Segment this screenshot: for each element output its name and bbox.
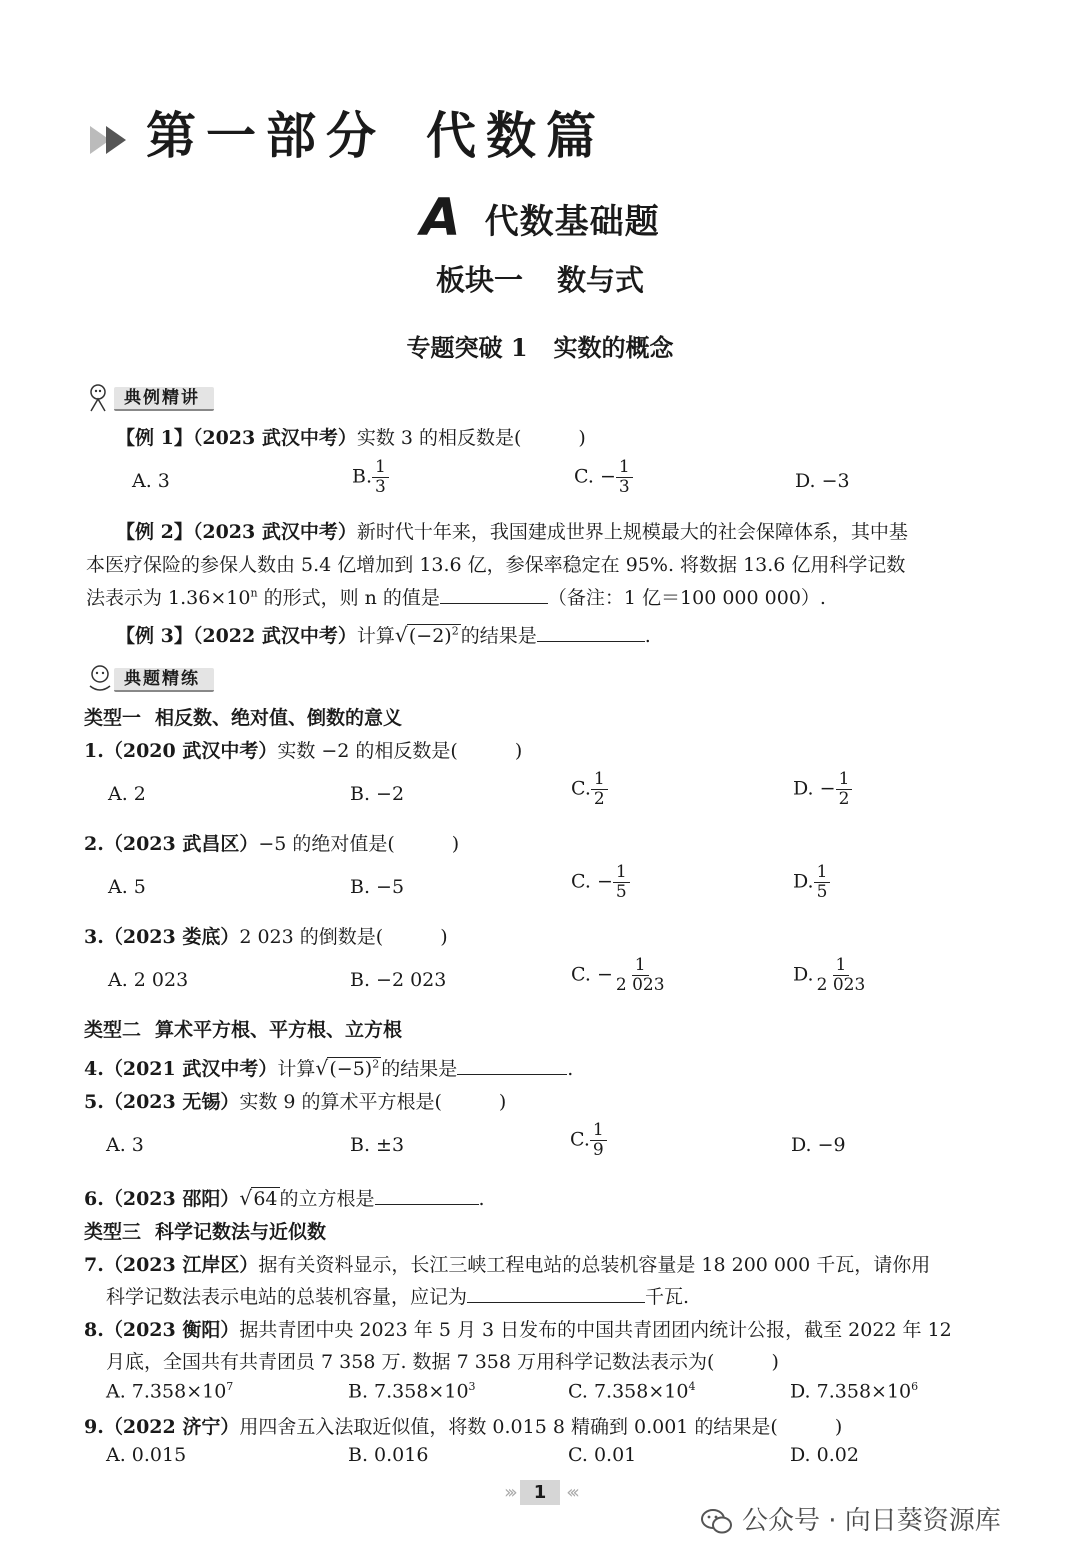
section-heading <box>0 188 1080 248</box>
part-title <box>88 96 606 168</box>
question-8-option-a: A. $7.358\times 10^7$ <box>106 1380 234 1403</box>
badge-exercises <box>86 664 236 694</box>
question-1-option-a: A. 2 <box>108 783 146 805</box>
question-3-stem: 3.（2023 娄底）2 023 的倒数是( ) <box>84 926 448 948</box>
topic-title: 专题突破 1 实数的概念 <box>406 333 674 362</box>
question-9-option-c: C. 0.01 <box>568 1444 637 1466</box>
part-prefix: 第一部分 <box>146 106 386 165</box>
question-5-option-a: A. 3 <box>106 1134 144 1156</box>
answer-blank[interactable] <box>467 1284 645 1303</box>
question-1-option-c: C. $\frac{1}{2}$ <box>571 770 608 809</box>
page-number: 1 <box>520 1480 561 1505</box>
question-7-line-2: 科学记数法表示电站的总装机容量，应记为 千瓦. <box>106 1286 690 1308</box>
question-4-stem: 4.（2021 武汉中考）计算 √ $(-5)^2$ 的结果是 . <box>84 1055 574 1080</box>
watermark: 公众号 · 向日葵资源库 <box>700 1500 1001 1537</box>
question-8-line-1: 8.（2023 衡阳）据共青团中央 2023 年 5 月 3 日发布的中国共青团团内统计公报，截至 2022 年 12 <box>84 1319 952 1341</box>
example-1-option-a: A. 3 <box>132 470 170 492</box>
question-2-option-b: B. −5 <box>350 876 405 898</box>
example-1-option-c: C. − $\frac{1}{3}$ <box>574 458 633 497</box>
part-name: 代数篇 <box>426 106 606 165</box>
answer-blank[interactable] <box>440 585 548 604</box>
question-3-option-c: C. − $\frac{1}{2 023}$ <box>571 955 665 995</box>
answer-blank[interactable] <box>537 623 645 642</box>
question-7-line-1: 7.（2023 江岸区）据有关资料显示，长江三峡工程电站的总装机容量是 18 200 000 千瓦，请你用 <box>84 1254 931 1276</box>
question-9-option-b: B. 0.016 <box>348 1444 429 1466</box>
example-2-line-3: 法表示为 $1.36\times 10^n$ 的形式，则 n 的值是 （备注：1 亿＝100 000 000）. <box>86 586 826 609</box>
question-3-option-a: A. 2 023 <box>108 969 189 991</box>
question-3-option-d: D. $\frac{1}{2 023}$ <box>793 955 866 995</box>
question-3-option-b: B. −2 023 <box>350 969 447 991</box>
question-2-option-c: C. − $\frac{1}{5}$ <box>571 863 630 902</box>
question-2-stem: 2.（2023 武昌区）−5 的绝对值是( ) <box>84 833 460 855</box>
question-8-line-2: 月底，全国共有共青团员 7 358 万. 数据 7 358 万用科学记数法表示为( ) <box>106 1351 779 1373</box>
example-1-option-d: D. −3 <box>795 470 850 492</box>
question-1-stem: 1.（2020 武汉中考）实数 −2 的相反数是( ) <box>84 740 523 762</box>
question-5-stem: 5.（2023 无锡）实数 9 的算术平方根是( ) <box>84 1091 507 1113</box>
question-9-option-a: A. 0.015 <box>106 1444 187 1466</box>
block-title: 板块一 数与式 <box>435 263 645 297</box>
chevron-left-icon: ‹‹‹ <box>566 1482 576 1503</box>
example-1-stem: 【例 1】（2023 武汉中考）实数 3 的相反数是( ) <box>116 427 586 449</box>
answer-blank[interactable] <box>375 1186 479 1205</box>
example-2-line-1: 【例 2】（2023 武汉中考）新时代十年来，我国建成世界上规模最大的社会保障体系，其中基 <box>116 521 908 543</box>
example-1-option-b: B. $\frac{1}{3}$ <box>352 458 389 497</box>
question-5-option-b: B. ±3 <box>350 1134 405 1156</box>
question-2-option-d: D. $\frac{1}{5}$ <box>793 863 830 902</box>
badge-examples <box>86 383 236 413</box>
example-2-line-2: 本医疗保险的参保人数由 5.4 亿增加到 13.6 亿，参保率稳定在 95%. 将数据 13.6 亿用科学记数 <box>86 554 906 576</box>
type-2-heading: 类型二 算术平方根、平方根、立方根 <box>84 1019 403 1041</box>
question-5-option-c: C. $\frac{1}{9}$ <box>570 1121 607 1160</box>
question-8-option-d: D. $7.358\times 10^6$ <box>790 1380 919 1403</box>
question-9-stem: 9.（2022 济宁）用四舍五入法取近似值，将数 0.015 8 精确到 0.001 的结果是( ) <box>84 1416 843 1438</box>
type-1-heading: 类型一 相反数、绝对值、倒数的意义 <box>84 707 403 729</box>
chevron-right-icon: ››› <box>504 1482 514 1503</box>
question-8-option-b: B. $7.358\times 10^3$ <box>348 1380 476 1403</box>
badge-label: 典题精练 <box>114 668 214 692</box>
answer-blank[interactable] <box>457 1056 567 1075</box>
double-arrow-icon <box>88 120 138 160</box>
wechat-icon <box>700 1507 734 1537</box>
question-9-option-d: D. 0.02 <box>790 1444 859 1466</box>
question-1-option-b: B. −2 <box>350 783 405 805</box>
type-3-heading: 类型三 科学记数法与近似数 <box>84 1221 327 1243</box>
question-1-option-d: D. − $\frac{1}{2}$ <box>793 770 852 809</box>
example-3-stem: 【例 3】（2022 武汉中考）计算 √ $(-2)^2$ 的结果是 . <box>116 622 651 647</box>
question-5-option-d: D. −9 <box>791 1134 846 1156</box>
section-name: 代数基础题 <box>484 201 660 242</box>
question-8-option-c: C. $7.358\times 10^4$ <box>568 1380 696 1403</box>
badge-label: 典例精讲 <box>114 387 214 411</box>
question-2-option-a: A. 5 <box>108 876 146 898</box>
section-letter: A <box>420 188 461 248</box>
question-6-stem: 6.（2023 邵阳） √ 64 的立方根是 . <box>84 1186 485 1210</box>
